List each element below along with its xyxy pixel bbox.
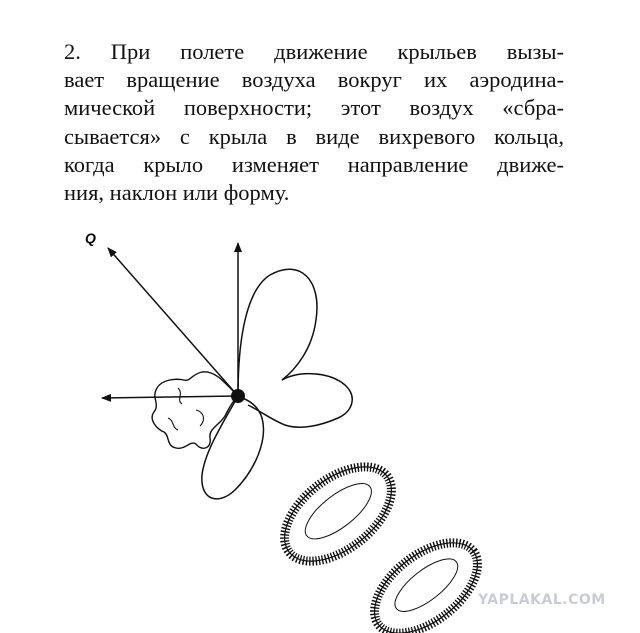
paragraph-line: вает вращение воздуха вокруг их аэродина-: [64, 67, 564, 93]
wing-right-lobe: [248, 374, 352, 428]
paragraph-line: сывается» с крыла в виде вихревого кольца,: [64, 123, 564, 149]
vector-label: Q: [85, 230, 96, 246]
wing-upper-lobe: [238, 269, 317, 396]
arrow-left: [102, 396, 238, 398]
wing-pivot-dot: [231, 389, 245, 403]
paragraph-line: 2. При полете движение крыльев вызы-: [64, 39, 564, 64]
turbulent-air-cloud: [152, 372, 238, 448]
arrow-q: [108, 248, 238, 396]
vortex-ring-lower: [358, 525, 493, 633]
watermark: YAPLAKAL.COM: [478, 592, 606, 608]
paragraph-line: когда крыло изменяет направление движе-: [64, 151, 564, 177]
vortex-ring-upper: [268, 448, 409, 580]
paragraph-line: ния, наклон или форму.: [64, 180, 290, 206]
wing-lower-lobe: [202, 396, 264, 499]
paragraph-line: мической поверхности; этот воздух «сбра-: [64, 95, 564, 121]
turbulent-air-cloud-detail: [168, 388, 203, 430]
